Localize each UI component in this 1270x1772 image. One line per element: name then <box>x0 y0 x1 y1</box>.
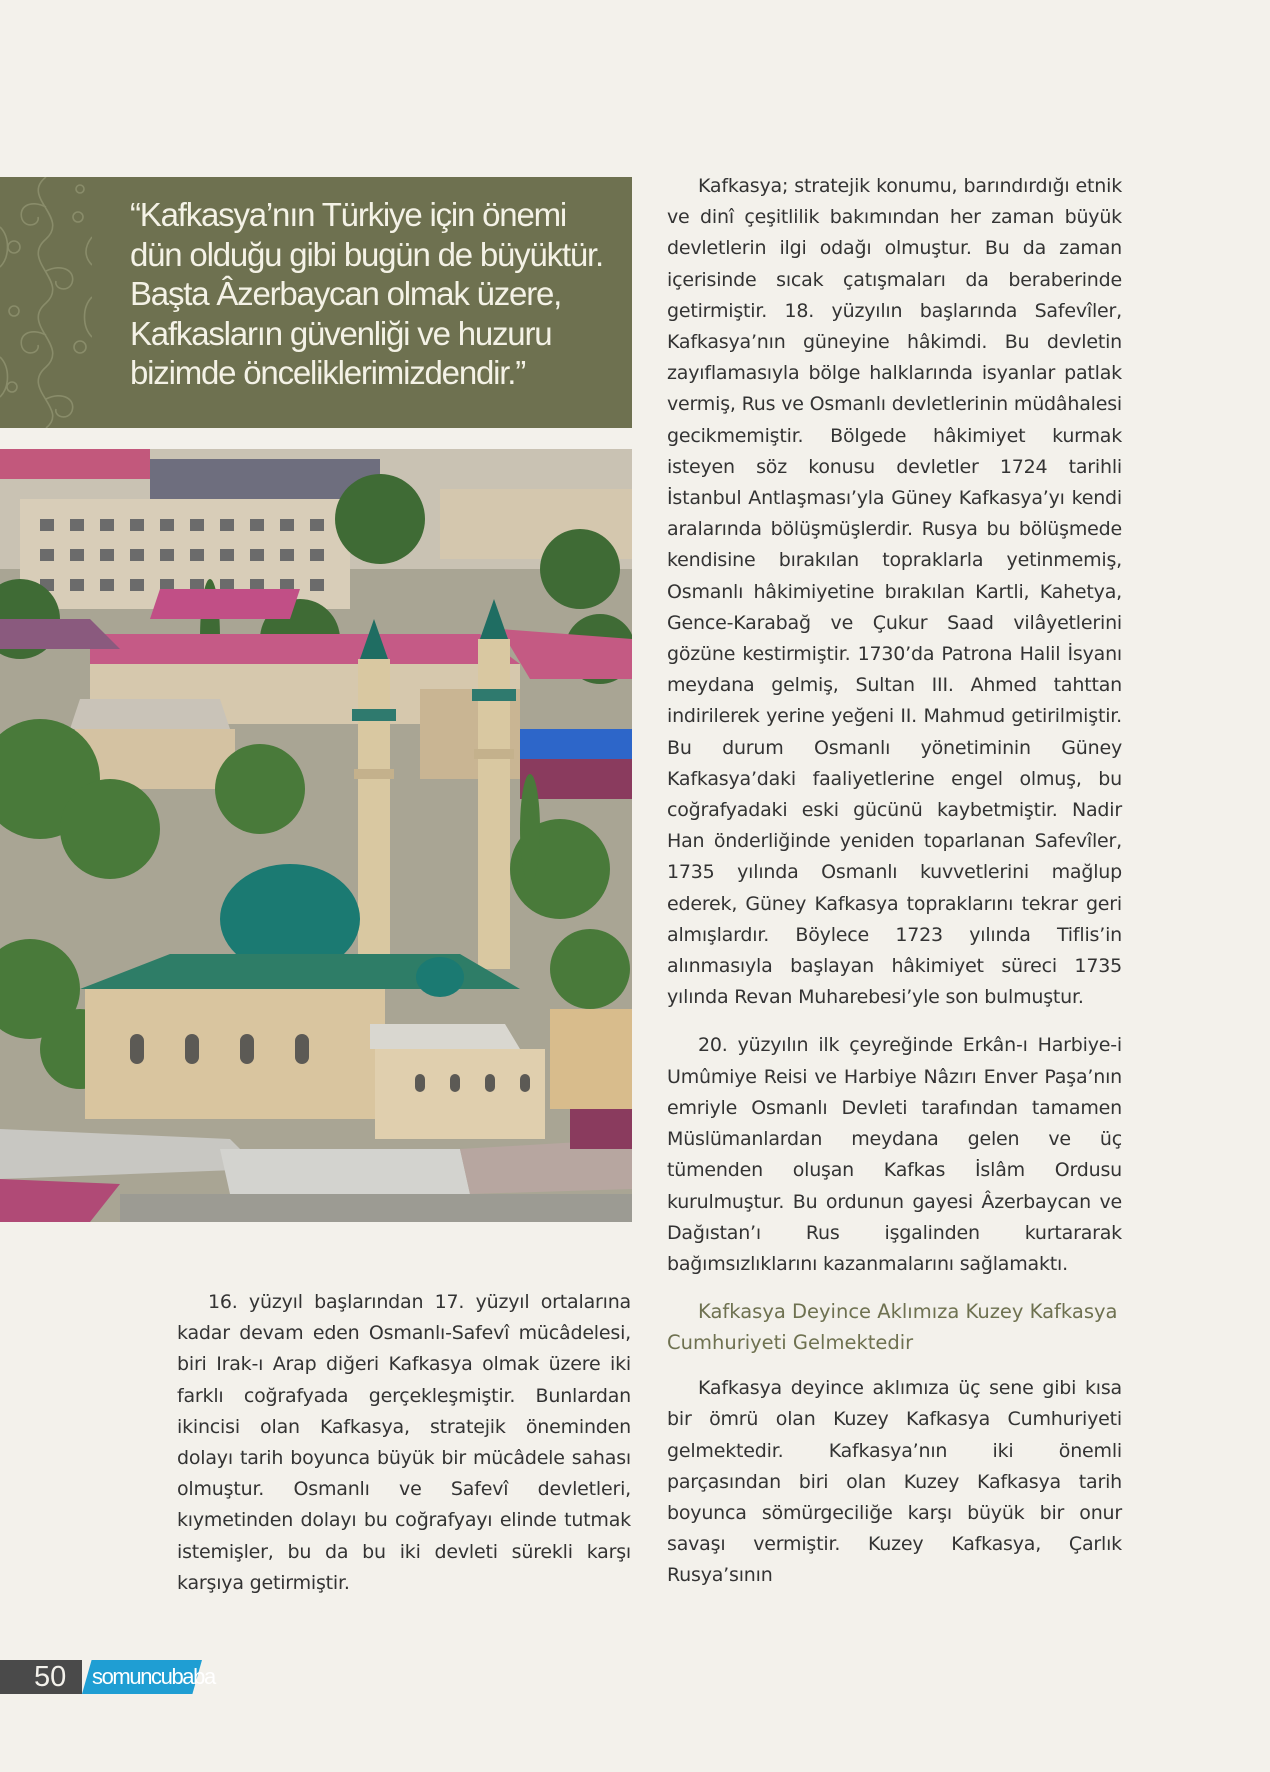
left-paragraph: 16. yüzyıl başlarından 17. yüzyıl ortalarına kadar devam eden Osmanlı-Safevî mücâdelesi, biri Irak-ı Arap diğeri Kafkasya olmak üzere iki farklı coğrafyada gerçekleşmiştir. Bunlardan ikincisi olan Kafkasya, stratejik öneminden dolayı tarih boyunca büyük bir mücâdele sahası olmuştur. Osmanlı ve Safevî devletleri, kıymetinden dolayı bu coğrafyayı elinde tutmak istemişler, bu da bu iki devleti sürekli karşı karşıya getirmiştir. <box>177 1291 631 1594</box>
page-number: 50 <box>34 1661 67 1693</box>
left-column <box>177 1287 631 1599</box>
floral-ornament-icon <box>0 177 92 428</box>
right-paragraph-2: 20. yüzyılın ilk çeyreğinde Erkân-ı Harbiye-i Umûmiye Reisi ve Harbiye Nâzırı Enver Paşa’nın emriyle Osmanlı Devleti tarafından tamamen Müslümanlardan meydana gelen ve üç tümenden oluşan Kafkas İslâm Ordusu kurulmuştur. Bu ordunun gayesi Âzerbaycan ve Dağıstan’ı Rus işgalinden kurtararak bağımsızlıklarını kazanmalarını sağlamaktı. <box>667 1034 1122 1275</box>
section-subheading: Kafkasya Deyince Aklımıza Kuzey Kafkasya Cumhuriyeti Gelmektedir <box>667 1300 1118 1355</box>
brand-logo: somuncubaba <box>92 1664 215 1689</box>
mosque-photo <box>0 449 632 1222</box>
page-footer <box>0 1660 215 1694</box>
pull-quote-text: “Kafkasya’nın Türkiye için önemi dün olduğu gibi bugün de büyüktür. Başta Âzerbaycan olmak üzere, Kafkasların güvenliği ve huzuru bizimde önceliklerimizdendir.” <box>130 196 603 391</box>
pull-quote-box <box>0 177 632 428</box>
right-paragraph-3: Kafkasya deyince aklımıza üç sene gibi kısa bir ömrü olan Kuzey Kafkasya Cumhuriyeti gelmektedir. Kafkasya’nın iki önemli parçasından biri olan Kuzey Kafkasya tarih boyunca sömürgeciliğe karşı büyük bir onur savaşı vermiştir. Kuzey Kafkasya, Çarlık Rusya’sının <box>667 1377 1122 1587</box>
right-paragraph-1: Kafkasya; stratejik konumu, barındırdığı etnik ve dinî çeşitlilik bakımından her zaman büyük devletlerin ilgi odağı olmuştur. Bu da zaman içerisinde sıcak çatışmaları da beraberinde getirmiştir. 18. yüzyılın başlarında Safevîler, Kafkasya’nın güneyine hâkimdi. Bu devletin zayıflamasıyla bölge halklarında isyanlar patlak vermiş, Rus ve Osmanlı devletlerinin müdâhalesi gecikmemiştir. Bölgede hâkimiyet kurmak isteyen söz konusu devletler 1724 tarihli İstanbul Antlaşması’yla Güney Kafkasya’yı kendi aralarında bölüşmüşlerdir. Rusya bu bölüşmede kendisine bırakılan topraklarla yetinmemiş, Osmanlı hâkimiyetine bırakılan Kartli, Kahetya, Gence-Karabağ ve Çukur Saad vilâyetlerini gözüne kestirmiştir. 1730’da Patrona Halil İsyanı meydana gelmiş, Sultan III. Ahmed tahttan indirilerek yerine yeğeni II. Mahmud getirilmiştir. Bu durum Osmanlı yönetiminin Güney Kafkasya’daki faaliyetlerine engel olmuş, bu coğrafyadaki eski gücünü kaybetmiştir. Nadir Han önderliğinde yeniden toparlanan Safevîler, 1735 yılında Osmanlı kuvvetlerini mağlup ederek, Güney Kafkasya topraklarını tekrar geri almışlardır. Böylece 1723 yılında Tiflis’in alınmasıyla başlayan hâkimiyet süreci 1735 yılında Revan Muharebesi’yle son bulmuştur. <box>667 175 1122 1009</box>
right-column <box>667 171 1122 1592</box>
